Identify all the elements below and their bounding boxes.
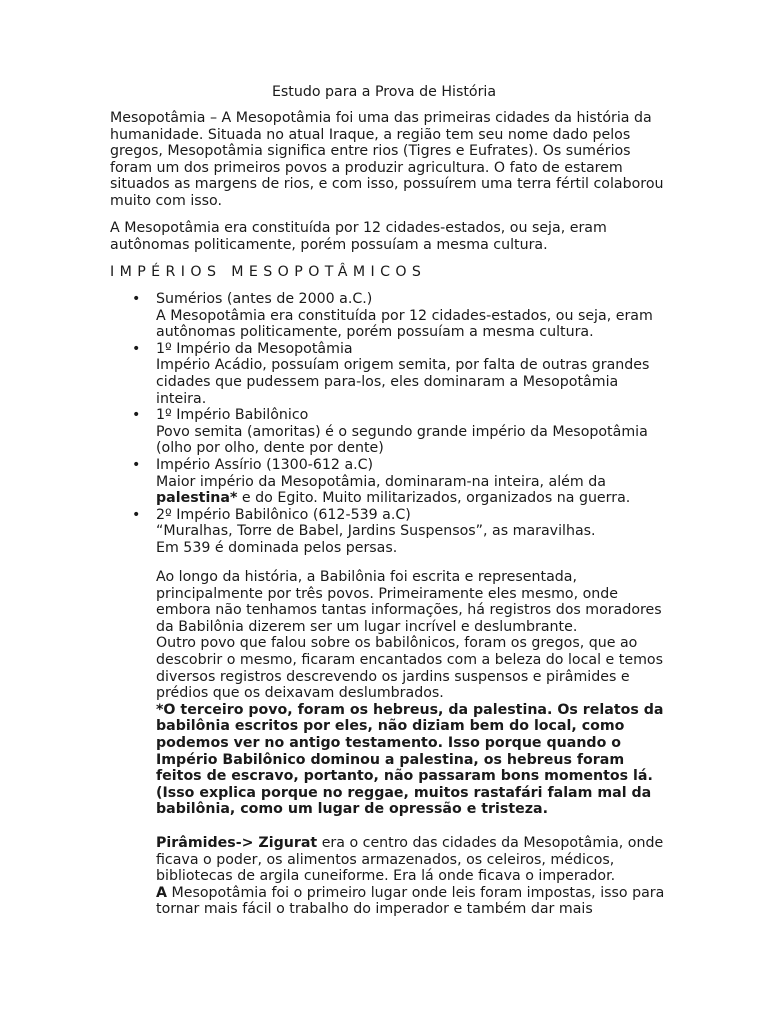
empire-name: 2º Império Babilônico (612-539 a.C) — [156, 506, 411, 523]
intro-paragraph: Mesopotâmia – A Mesopotâmia foi uma das primeiras cidades da história da humanidade. Situada no atual Iraque, a região tem seu nome dado pelos gregos, Mesopotâmia significa entre rios (Tigres e Eufrates). Os sumérios foram um dos primeiros povos a produzir agricultura. O fato de estarem situados as margens de rios, e com isso, possuírem uma terra fértil colaborou muito com isso. — [110, 110, 664, 209]
palestina-bold: palestina* — [156, 490, 238, 507]
list-item — [110, 507, 670, 557]
empire-text-2: Em 539 é dominada pelos persas. — [156, 539, 398, 556]
empire-name: Sumérios (antes de 2000 a.C.) — [156, 291, 373, 307]
bullet-icon: • — [132, 291, 141, 307]
empire-text — [156, 474, 670, 507]
laws-paragraph — [156, 885, 666, 918]
bullet-icon: • — [132, 340, 141, 357]
empire-name: Império Assírio (1300-612 a.C) — [156, 456, 374, 473]
empire-text: Povo semita (amoritas) é o segundo grande império da Mesopotâmia (olho por olho, dente por dente) — [156, 423, 648, 457]
empire-text: “Muralhas, Torre de Babel, Jardins Suspensos”, as maravilhas. — [156, 523, 596, 540]
babylon-section — [156, 569, 666, 918]
document-title: Estudo para a Prova de História — [271, 84, 497, 100]
zigurat-paragraph — [156, 835, 666, 885]
empire-text-start: Maior império da Mesopotâmia, dominaram-na inteira, além da — [156, 473, 606, 490]
empire-text-end: e do Egito. Muito militarizados, organizados na guerra. — [237, 490, 631, 507]
empire-name: 1º Império Babilônico — [156, 407, 309, 424]
laws-text: Mesopotâmia foi o primeiro lugar onde leis foram impostas, isso para tornar mais fácil o trabalho do imperador e também dar mais — [156, 884, 665, 918]
zigurat-bold: Pirâmides-> Zigurat — [156, 834, 318, 851]
bullet-icon: • — [132, 456, 141, 473]
hebrews-paragraph: *O terceiro povo, foram os hebreus, da palestina. Os relatos da babilônia escritos por eles, não diziam bem do local, como podemos ver no antigo testamento. Isso porque quando o Império Babilônico dominou a palestina, os hebreus foram feitos de escravo, portanto, não passaram bons momentos lá. (Isso explica porque no reggae, muitos rastafári falam mal da babilônia, como um lugar de opressão e tristeza. — [156, 701, 664, 818]
empire-text: A Mesopotâmia era constituída por 12 cidades-estados, ou seja, eram autônomas politicamente, porém possuíam a mesma cultura. — [156, 307, 653, 341]
empire-name: 1º Império da Mesopotâmia — [156, 340, 353, 357]
spacer — [156, 818, 666, 835]
bullet-icon: • — [132, 407, 141, 424]
zigurat-text: era o centro das cidades da Mesopotâmia, onde ficava o poder, os alimentos armazenados, os celeiros, médicos, bibliotecas de argila cuneiforme. Era lá onde ficava o imperador. — [156, 834, 664, 885]
list-item — [110, 407, 670, 457]
section-heading: IMPÉRIOS MESOPOTÂMICOS — [110, 264, 427, 280]
laws-bold: A — [156, 884, 167, 901]
bullet-icon: • — [132, 506, 141, 523]
babylon-paragraph: Ao longo da história, a Babilônia foi escrita e representada, principalmente por três povos. Primeiramente eles mesmo, onde embora não tenhamos tantas informações, há registros dos moradores da Babilônia dizerem ser um lugar incrível e deslumbrante. — [156, 569, 662, 635]
list-item — [110, 291, 670, 341]
list-item — [110, 341, 670, 407]
list-item — [110, 457, 670, 507]
greeks-paragraph: Outro povo que falou sobre os babilônicos, foram os gregos, que ao descobrir o mesmo, ficaram encantados com a beleza do local e temos diversos registros descrevendo os jardins suspensos e pirâmides e prédios que os deixavam deslumbrados. — [156, 635, 663, 702]
empire-text: Império Acádio, possuíam origem semita, por falta de outras grandes cidades que pudessem para-los, eles dominaram a Mesopotâmia inteira. — [156, 357, 650, 407]
city-states-paragraph: A Mesopotâmia era constituída por 12 cidades-estados, ou seja, eram autônomas politicamente, porém possuíam a mesma cultura. — [110, 220, 607, 253]
empires-list — [110, 291, 670, 557]
